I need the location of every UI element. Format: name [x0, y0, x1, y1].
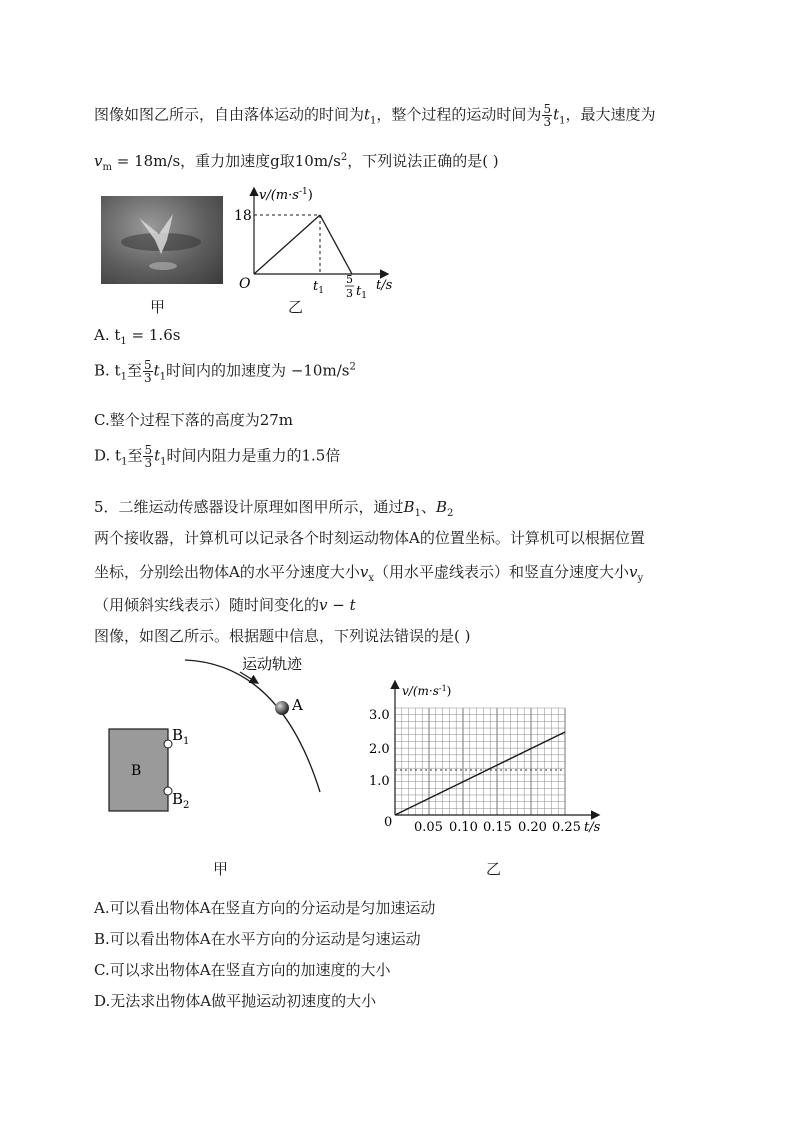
q4-option-d-pre: D. t: [94, 446, 122, 465]
q5-line2: 两个接收器，计算机可以记录各个时刻运动物体A的位置坐标。计算机可以根据位置: [94, 529, 645, 547]
q5-line1: [94, 496, 453, 519]
q4-option-a-text: A. t: [94, 326, 121, 344]
photo-caption-jia: 甲: [150, 298, 166, 316]
q5-b1-label: [172, 726, 189, 747]
q5-caption-jia: 甲: [213, 860, 229, 878]
q5-ball-label: A: [292, 696, 303, 714]
q5-caption-yi: 乙: [486, 860, 502, 878]
q4-rising-line: [254, 215, 320, 274]
t1-sub-2: 1: [559, 115, 566, 127]
q5-line4: [94, 594, 356, 615]
q5-vy-solid-line: [395, 732, 565, 815]
q5-ytick-2: 2.0: [369, 742, 390, 757]
frac-num: 5: [543, 102, 552, 116]
q4-ylabel-end: ): [307, 188, 313, 203]
q4-ylabel-sup: -1: [298, 187, 308, 197]
q5-ytick-3: 3.0: [369, 708, 390, 723]
q4-option-d-t1-sub: 1: [160, 456, 167, 468]
q4-option-b-t1-sub: 1: [159, 371, 167, 383]
vm-symbol: v: [94, 152, 103, 170]
q4-line1-mid: ，整个过程的运动时间为: [376, 105, 542, 124]
q4-frac-t1-sub: 1: [361, 291, 367, 301]
q5-xtick-010: 0.10: [449, 820, 478, 835]
q5-b2: B: [435, 498, 447, 516]
q4-option-a-sub: 1: [120, 336, 127, 347]
q4-option-b-frac-num: 5: [143, 358, 152, 372]
q4-xlabel: t/s: [376, 278, 393, 293]
q5-vy-sub: y: [637, 573, 644, 584]
q5-vt-grid-chart: [360, 678, 610, 838]
q4-option-b-frac-den: 3: [143, 371, 152, 385]
q5-line3-pre: 坐标，分别绘出物体A的水平分速度大小: [94, 563, 360, 581]
q5-xtick-025: 0.25: [552, 820, 581, 835]
q5-vt-symbol: v − t: [319, 596, 356, 614]
q5-option-b: B.可以看出物体A在水平方向的分运动是匀速运动: [94, 930, 421, 948]
q4-option-b-value: −10m/s: [286, 361, 350, 380]
q4-option-b: [94, 359, 356, 384]
t1-symbol: t: [364, 105, 371, 124]
q4-option-b-frac: [143, 359, 153, 384]
q5-trajectory-label: 运动轨迹: [242, 655, 303, 673]
q4-option-d-sub: 1: [121, 456, 128, 468]
q4-line1-end: ，最大速度为: [565, 105, 656, 124]
vm-sub: m: [102, 162, 112, 173]
t1-sub: 1: [370, 115, 377, 127]
q5-b2-label-sub: 2: [183, 800, 190, 811]
q4-option-d-frac: [143, 444, 153, 469]
q4-vt-graph: [232, 183, 402, 308]
q5-line5: 图像，如图乙所示。根据题中信息，下列说法错误的是( ): [94, 627, 471, 645]
q4-t1-label: [313, 279, 324, 296]
q4-line1: [94, 103, 656, 128]
q4-falling-line: [320, 215, 352, 274]
q5-ylabel-end: ): [446, 684, 452, 698]
q4-y-tick-18: 18: [234, 208, 252, 224]
q5-option-c: C.可以求出物体A在竖直方向的加速度的大小: [94, 961, 391, 979]
q4-option-d-post: 时间内阻力是重力的1.5倍: [166, 446, 341, 465]
q4-option-c: C.整个过程下落的高度为27m: [94, 411, 294, 429]
q5-option-a: A.可以看出物体A在竖直方向的分运动是匀加速运动: [94, 899, 436, 917]
q4-frac-three: 3: [346, 287, 353, 300]
q5-b2-sub: 2: [447, 508, 454, 519]
q4-option-d: [94, 444, 340, 469]
q5-line1-text: 5．二维运动传感器设计原理如图甲所示，通过: [94, 498, 404, 516]
q5-ytick-1: 1.0: [369, 774, 390, 789]
q5-option-d: D.无法求出物体A做平抛运动初速度的大小: [94, 992, 377, 1010]
kingfisher-photo: [101, 196, 223, 284]
q5-vx: v: [359, 563, 369, 581]
q4-option-a-value: = 1.6s: [126, 326, 181, 344]
q4-frac-five: 5: [346, 273, 353, 286]
g-sup: 2: [340, 152, 348, 163]
q4-frac-t1: [356, 284, 367, 301]
q4-t1-sub: 1: [318, 286, 324, 296]
q5-b1-sub: 1: [414, 508, 421, 519]
q5-b2-label-main: B: [172, 790, 184, 808]
q4-line2-end: ，下列说法正确的是( ): [347, 152, 499, 170]
q5-origin-label: 0: [384, 815, 393, 830]
fraction-5-3: [542, 103, 552, 128]
q4-option-d-t1: t: [154, 446, 161, 465]
q5-ylabel-main: v/(m·s: [402, 684, 439, 698]
q4-line1-text: 图像如图乙所示，自由落体运动的时间为: [94, 105, 365, 124]
q5-grid-lines: [395, 708, 565, 815]
q5-sep: 、: [420, 498, 436, 516]
q4-option-b-sup: 2: [349, 361, 356, 373]
q5-xunit: t/s: [584, 820, 601, 835]
q5-vy: v: [628, 563, 638, 581]
q4-option-a: [94, 326, 180, 347]
q4-option-b-sub: 1: [120, 371, 127, 383]
q4-line2-text: ，重力加速度g取10m/s: [180, 152, 341, 170]
q4-option-b-t1: t: [153, 361, 160, 380]
q5-line4-pre: （用倾斜实线表示）随时间变化的: [94, 596, 320, 614]
q5-ylabel-sup: -1: [438, 684, 447, 693]
q5-receiver-b2: [164, 787, 172, 795]
vm-value: = 18m/s: [111, 152, 181, 170]
q5-b2-label: [172, 790, 189, 811]
q4-option-d-frac-num: 5: [144, 443, 153, 457]
q4-option-b-pre: B. t: [94, 361, 121, 380]
q5-line3: [94, 561, 643, 584]
q5-vx-sub: x: [368, 573, 374, 584]
q5-receiver-b1: [164, 740, 172, 748]
q4-line2: [94, 150, 499, 173]
q5-b1-label-main: B: [172, 726, 184, 744]
q4-option-b-zhi: 至: [126, 361, 142, 380]
q5-ball-a: [275, 701, 289, 715]
q5-xtick-005: 0.05: [414, 820, 443, 835]
q5-b1: B: [403, 498, 415, 516]
q4-frac-t1-main: t: [356, 284, 362, 299]
q4-option-d-frac-den: 3: [144, 456, 153, 470]
q4-t1-main: t: [313, 279, 319, 294]
q4-ylabel: [259, 187, 313, 203]
q5-xtick-015: 0.15: [483, 820, 512, 835]
q5-ylabel: [402, 684, 451, 698]
q5-box-label: B: [131, 763, 142, 779]
q4-origin-label: O: [239, 276, 251, 292]
q4-ylabel-main: v/(m·s: [259, 188, 299, 203]
q5-b1-label-sub: 1: [183, 736, 190, 747]
frac-den: 3: [543, 115, 552, 129]
t1-symbol-2: t: [553, 105, 560, 124]
q4-option-b-post: 时间内的加速度为: [166, 361, 287, 380]
q5-sensor-diagram: [100, 652, 340, 832]
q5-line3-mid: （用水平虚线表示）和竖直分速度大小: [373, 563, 629, 581]
graph-caption-yi: 乙: [288, 298, 304, 316]
q5-xtick-020: 0.20: [518, 820, 547, 835]
bird-silhouette-icon: [101, 196, 223, 284]
q4-option-d-zhi: 至: [127, 446, 143, 465]
